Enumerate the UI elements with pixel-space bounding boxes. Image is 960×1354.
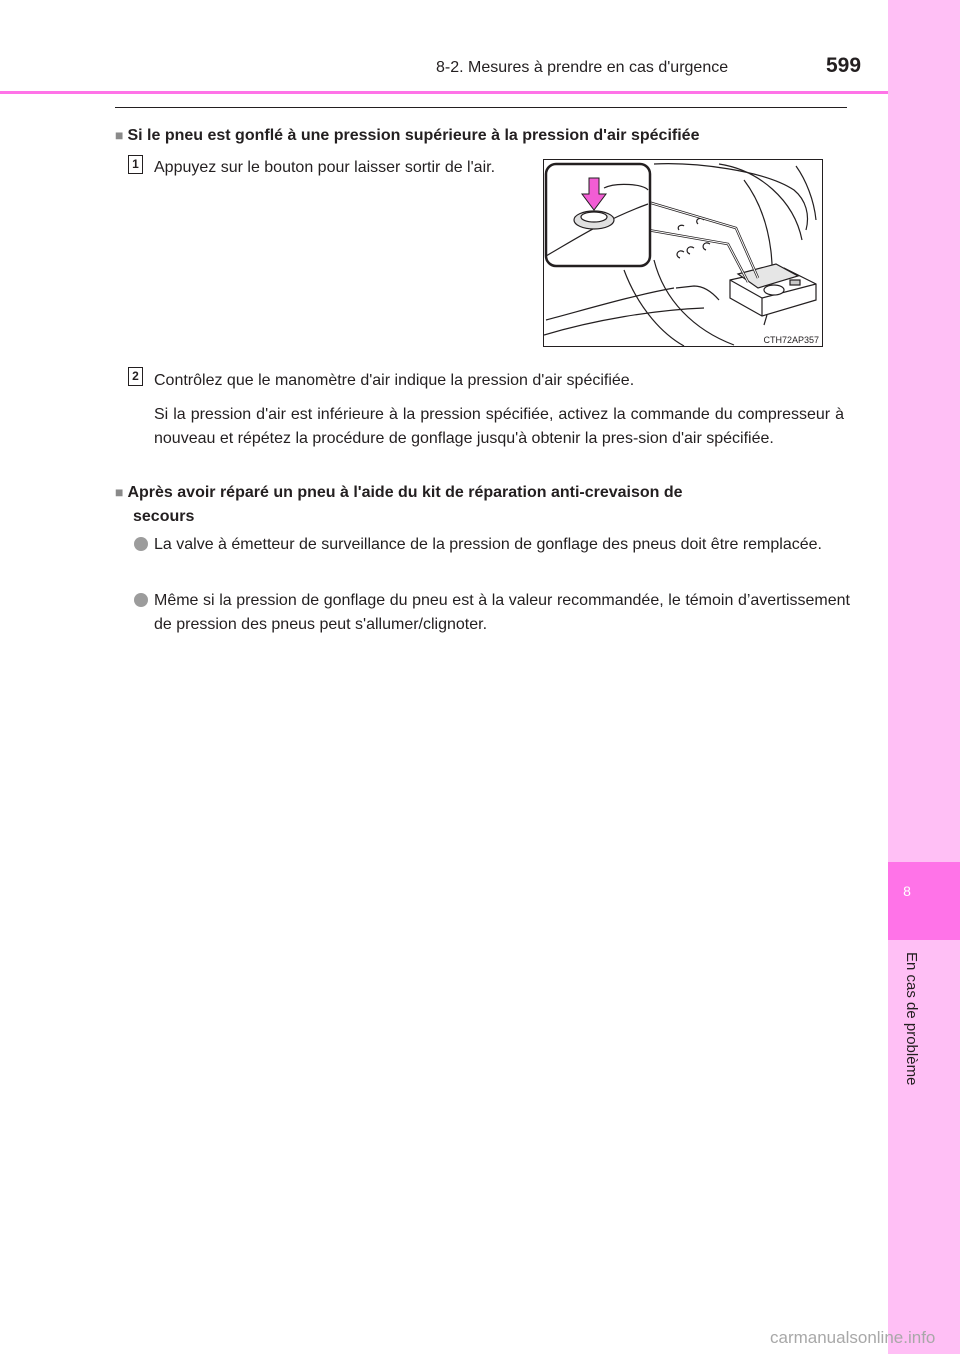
heading-after-repair: [115, 480, 848, 529]
tire-repair-kit-drawing: [544, 160, 822, 346]
section-title: 8-2. Mesures à prendre en cas d'urgence: [436, 59, 729, 76]
bullet-text: Même si la pression de gonflage du pneu est à la valeur recommandée, le témoin d’avertissement de pression des pneus peut s'allumer/clignoter.: [154, 592, 850, 633]
figure-code: CTH72AP357: [763, 335, 819, 345]
bullet-text: La valve à émetteur de surveillance de la pression de gonflage des pneus doit être remplacée.: [154, 536, 822, 553]
bullet-dot-icon: [134, 593, 148, 607]
side-tab: [888, 0, 960, 1354]
content-rule: [115, 107, 847, 108]
square-bullet-icon: ■: [115, 127, 124, 143]
watermark: carmanualsonline.info: [770, 1328, 936, 1347]
heading-text: Si le pneu est gonflé à une pression supérieure à la pression d'air spécifiée: [127, 127, 700, 144]
step-badge-2: 2: [128, 367, 143, 386]
header-rule: [0, 91, 888, 94]
bullet-dot-icon: [134, 537, 148, 551]
list-item: [134, 533, 850, 557]
chapter-label: En cas de problème: [903, 952, 920, 1086]
heading-overpressure: [115, 123, 850, 148]
step-badge-1: 1: [128, 155, 143, 174]
page-number: 599: [826, 54, 862, 77]
heading-text-line2: secours: [133, 508, 195, 525]
chapter-tab-active[interactable]: [888, 862, 960, 940]
list-item: [134, 589, 850, 637]
compressor-illustration: [543, 159, 823, 347]
heading-text-line1: Après avoir réparé un pneu à l'aide du kit de réparation anti-crevaison de: [127, 484, 683, 501]
chapter-number: 8: [903, 883, 911, 899]
step-2-text: Contrôlez que le manomètre d'air indique la pression d'air spécifiée.: [154, 372, 635, 389]
step-1-text: Appuyez sur le bouton pour laisser sortir de l'air.: [154, 159, 496, 176]
step-2-note: Si la pression d'air est inférieure à la pression spécifiée, activez la commande du compresseur à nouveau et répétez la procédure de gonflage jusqu'à obtenir la pres-sion d'air spécifiée.: [154, 406, 844, 447]
square-bullet-icon: ■: [115, 484, 124, 500]
